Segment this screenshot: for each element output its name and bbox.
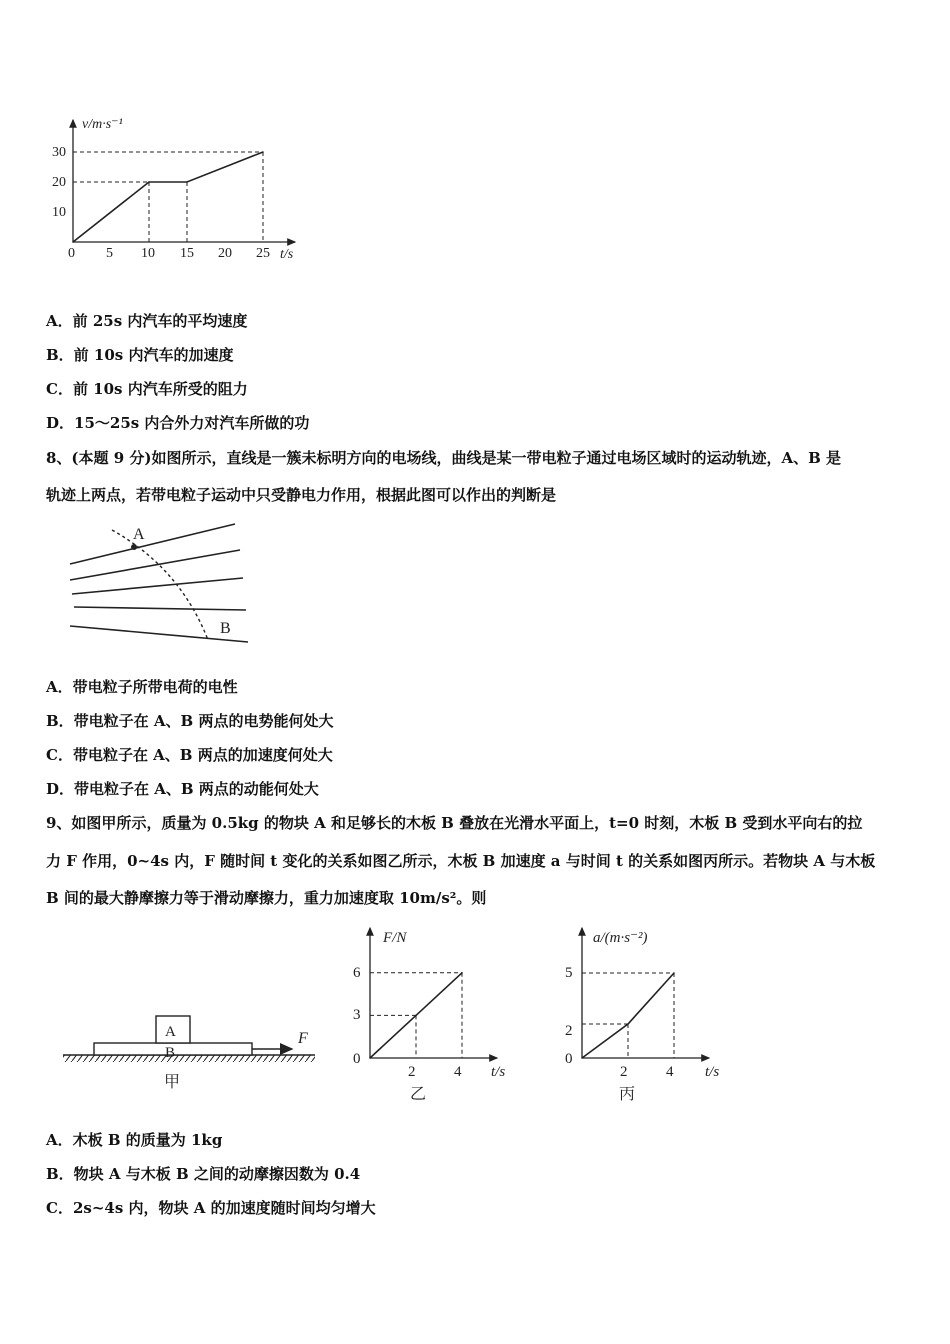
bing-point-0 — [581, 1057, 583, 1059]
q7-point-1 — [148, 181, 150, 183]
bing-xtick-2: 2 — [620, 1064, 628, 1080]
q9-fig-bing — [555, 922, 745, 1107]
bing-xtick-4: 4 — [666, 1064, 674, 1080]
field-line — [70, 550, 240, 580]
yi-ytick-6: 6 — [353, 965, 361, 981]
yi-ytick-3: 3 — [353, 1007, 361, 1023]
ground-hatch — [63, 1055, 315, 1062]
q7-xtick-10: 10 — [141, 246, 155, 261]
block-a-label: A — [165, 1024, 176, 1040]
q8-option-a[interactable]: A．带电粒子所带电荷的电性 — [46, 678, 238, 696]
q7-option-a[interactable]: A．前 25s 内汽车的平均速度 — [46, 312, 248, 330]
yi-caption: 乙 — [410, 1086, 427, 1103]
q7-xtick-5: 5 — [106, 246, 113, 261]
q7-point-3 — [262, 151, 264, 153]
q9-fig-jia — [60, 1005, 330, 1100]
yi-xtick-2: 2 — [408, 1064, 416, 1080]
q7-option-b[interactable]: B．前 10s 内汽车的加速度 — [46, 346, 234, 364]
bing-caption: 丙 — [619, 1086, 636, 1103]
q9-option-a[interactable]: A．木板 B 的质量为 1kg — [46, 1131, 223, 1149]
point-b-label: B — [220, 620, 231, 637]
bing-ytick-0: 0 — [565, 1051, 573, 1067]
force-label: F — [298, 1030, 308, 1047]
point-a-label: A — [133, 526, 145, 543]
yi-x-label: t/s — [491, 1064, 506, 1080]
q7-ytick-10: 10 — [52, 205, 66, 220]
q9-option-c[interactable]: C．2s~4s 内，物块 A 的加速度随时间均匀增大 — [46, 1199, 376, 1217]
yi-point-1 — [415, 1015, 417, 1017]
q9-option-b[interactable]: B．物块 A 与木板 B 之间的动摩擦因数为 0.4 — [46, 1165, 361, 1183]
bing-ytick-2: 2 — [565, 1023, 573, 1039]
q7-xtick-25: 25 — [256, 246, 270, 261]
yi-ytick-0: 0 — [353, 1051, 361, 1067]
bing-x-label: t/s — [705, 1064, 720, 1080]
fig-jia-caption: 甲 — [164, 1074, 181, 1091]
q7-xtick-20: 20 — [218, 246, 232, 261]
bing-ytick-5: 5 — [565, 965, 573, 981]
field-line — [72, 578, 243, 594]
q8-stem-line1: 8、(本题 9 分)如图所示，直线是一簇未标明方向的电场线，曲线是某一带电粒子通过电场区域时的运动轨迹，A、B 是 — [46, 449, 842, 467]
q7-series-line — [73, 152, 263, 242]
yi-xtick-4: 4 — [454, 1064, 462, 1080]
q7-x-label: t/s — [280, 247, 294, 262]
q8-field-figure — [60, 518, 260, 648]
q9-fig-yi — [345, 922, 525, 1107]
q7-option-d[interactable]: D．15～25s 内合外力对汽车所做的功 — [46, 414, 310, 432]
q8-option-b[interactable]: B．带电粒子在 A、B 两点的电势能何处大 — [46, 712, 334, 730]
field-line — [74, 607, 246, 610]
q9-stem-line2: 力 F 作用，0~4s 内，F 随时间 t 变化的关系如图乙所示，木板 B 加速度 a 与时间 t 的关系如图丙所示。若物块 A 与木板 — [46, 852, 876, 870]
yi-point-2 — [461, 972, 463, 974]
q8-option-c[interactable]: C．带电粒子在 A、B 两点的加速度何处大 — [46, 746, 333, 764]
q9-stem-line1: 9、如图甲所示，质量为 0.5kg 的物块 A 和足够长的木板 B 叠放在光滑水平面上，t=0 时刻，木板 B 受到水平向右的拉 — [46, 814, 863, 832]
q7-xtick-15: 15 — [180, 246, 194, 261]
q7-ytick-30: 30 — [52, 145, 66, 160]
yi-point-0 — [369, 1057, 371, 1059]
bing-point-1 — [627, 1023, 629, 1025]
point-a-dot — [131, 544, 137, 550]
q7-point-2 — [186, 181, 188, 183]
board-b-label: B — [165, 1045, 176, 1061]
bing-point-2 — [673, 972, 675, 974]
q7-xtick-0: 0 — [68, 246, 75, 261]
q8-option-d[interactable]: D．带电粒子在 A、B 两点的动能何处大 — [46, 780, 319, 798]
q7-y-label: v/m·s⁻¹ — [82, 117, 123, 132]
q9-stem-line3: B 间的最大静摩擦力等于滑动摩擦力，重力加速度取 10m/s²。则 — [46, 889, 487, 907]
q7-point-0 — [72, 241, 74, 243]
bing-y-label: a/(m·s⁻²) — [593, 930, 648, 946]
yi-y-label: F/N — [383, 930, 407, 946]
q7-vt-graph — [40, 110, 320, 270]
q8-stem-line2: 轨迹上两点，若带电粒子运动中只受静电力作用，根据此图可以作出的判断是 — [46, 486, 557, 504]
q7-ytick-20: 20 — [52, 175, 66, 190]
q7-option-c[interactable]: C．前 10s 内汽车所受的阻力 — [46, 380, 248, 398]
